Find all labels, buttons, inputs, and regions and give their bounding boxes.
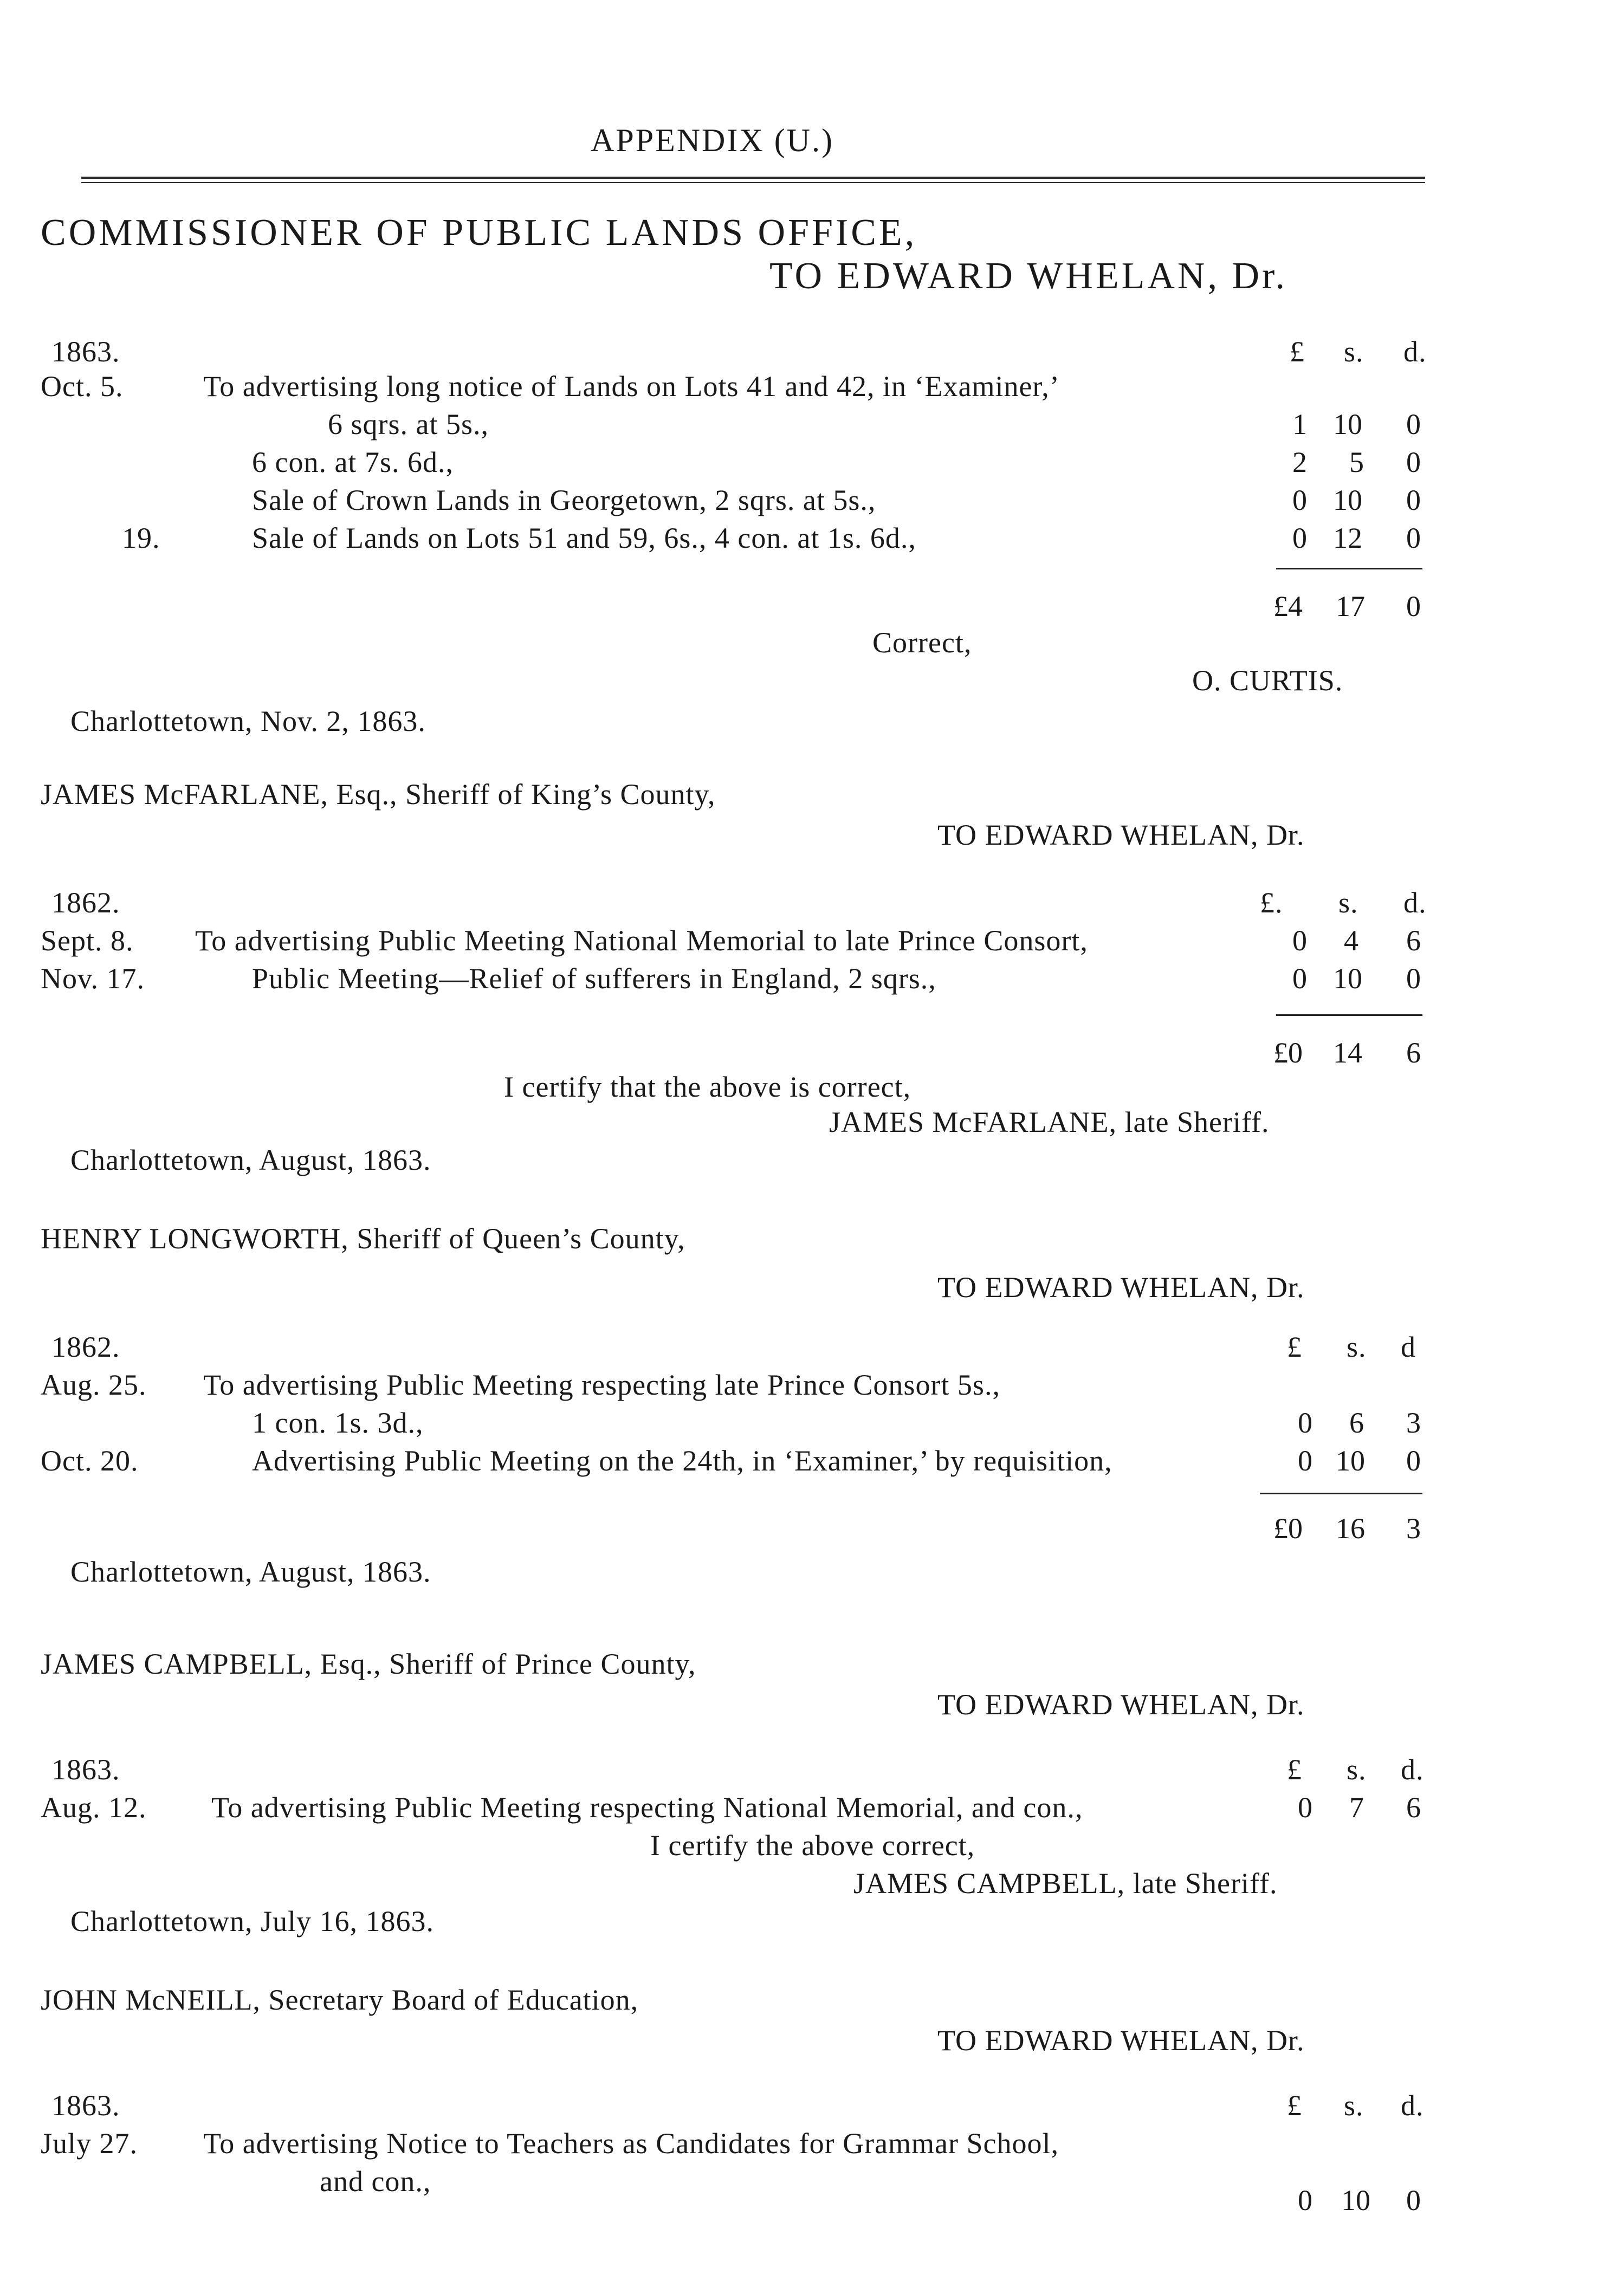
section-5-col-pounds: £ [1287,2089,1302,2122]
section-4-row-1-pence: 6 [1406,1791,1421,1824]
section-5-row-2-pence: 0 [1406,2184,1421,2217]
section-3-col-shillings: s. [1347,1331,1367,1363]
section-1-row-5-pence: 0 [1406,522,1421,554]
section-1-row-3-shillings: 5 [1349,446,1364,478]
section-2-row-2-date: Nov. 17. [41,962,145,995]
section-5-title: JOHN McNEILL, Secretary Board of Education, [41,1984,639,2016]
section-1-row-3-pounds: 2 [1292,446,1307,478]
section-3-title: HENRY LONGWORTH, Sheriff of Queen’s County, [41,1222,685,1255]
section-3-total-pounds: £0 [1273,1512,1303,1545]
section-1-certify: Correct, [872,626,972,659]
section-4-certify: I certify the above correct, [650,1829,975,1862]
section-5-year: 1863. [51,2089,120,2122]
section-2-col-pounds: £. [1260,886,1283,919]
section-1-total-pence: 0 [1406,590,1421,623]
section-3-row-1-date: Aug. 25. [41,1369,147,1401]
section-1-signature: O. CURTIS. [1192,664,1343,697]
header-rule-top [81,177,1425,179]
section-2-to: TO EDWARD WHELAN, Dr. [937,819,1305,851]
section-3-row-2-pounds: 0 [1298,1407,1312,1439]
section-3-row-2-text: 1 con. 1s. 3d., [252,1407,424,1439]
section-2-row-1-text: To advertising Public Meeting National Memorial to late Prince Consort, [195,924,1088,957]
section-3-row-3-pounds: 0 [1298,1444,1312,1477]
section-5-row-2-shillings: 10 [1341,2184,1370,2217]
section-4-signature: JAMES CAMPBELL, late Sheriff. [853,1867,1278,1900]
section-1-total-shillings: 17 [1336,590,1365,623]
section-2-row-1-shillings: 4 [1344,924,1358,957]
section-1-total-rule [1276,568,1422,569]
section-1-to: TO EDWARD WHELAN, Dr. [769,255,1287,297]
section-3-row-2-pence: 3 [1406,1407,1421,1439]
section-4-col-shillings: s. [1347,1753,1367,1786]
section-1-place-date: Charlottetown, Nov. 2, 1863. [70,705,426,737]
section-3-row-3-pence: 0 [1406,1444,1421,1477]
section-1-row-4-pence: 0 [1406,484,1421,516]
section-4-col-pence: d. [1401,1753,1424,1786]
section-2-year: 1862. [51,886,120,919]
section-4-row-1-shillings: 7 [1349,1791,1364,1824]
section-1-row-4-shillings: 10 [1333,484,1362,516]
section-1-row-4-text: Sale of Crown Lands in Georgetown, 2 sqrs. at 5s., [252,484,876,516]
section-2-total-pounds: £0 [1273,1036,1303,1069]
section-1-row-5-shillings: 12 [1333,522,1362,554]
section-5-row-1-date: July 27. [41,2127,138,2160]
section-5-row-1-text: To advertising Notice to Teachers as Candidates for Grammar School, [203,2127,1059,2160]
section-1-row-1-text: To advertising long notice of Lands on Lots 41 and 42, in ‘Examiner,’ [203,370,1060,403]
section-2-row-2-text: Public Meeting—Relief of sufferers in England, 2 sqrs., [252,962,936,995]
section-3-total-rule [1260,1493,1422,1494]
section-4-place-date: Charlottetown, July 16, 1863. [70,1905,434,1938]
section-3-place-date: Charlottetown, August, 1863. [70,1556,431,1588]
section-1-row-5-date: 19. [122,522,160,554]
section-2-row-2-pence: 0 [1406,962,1421,995]
section-2-col-pence: d. [1403,886,1427,919]
section-3-total-pence: 3 [1406,1512,1421,1545]
section-2-col-shillings: s. [1338,886,1358,919]
section-5-to: TO EDWARD WHELAN, Dr. [937,2024,1305,2057]
section-1-row-3-pence: 0 [1406,446,1421,478]
section-3-col-pence: d [1401,1331,1416,1363]
section-1-col-shillings: s. [1344,335,1364,368]
section-2-total-shillings: 14 [1333,1036,1362,1069]
section-3-col-pounds: £ [1287,1331,1302,1363]
section-4-to: TO EDWARD WHELAN, Dr. [937,1688,1305,1721]
section-1-row-2-pounds: 1 [1292,408,1307,440]
page-header: APPENDIX (U.) [591,122,834,158]
section-1-row-5-pounds: 0 [1292,522,1307,554]
section-3-year: 1862. [51,1331,120,1363]
section-3-row-1-text: To advertising Public Meeting respecting late Prince Consort 5s., [203,1369,1000,1401]
section-1-year: 1863. [51,335,120,368]
section-1-row-5-text: Sale of Lands on Lots 51 and 59, 6s., 4 con. at 1s. 6d., [252,522,916,554]
section-1-col-pounds: £ [1290,335,1305,368]
section-2-place-date: Charlottetown, August, 1863. [70,1144,431,1176]
section-2-row-2-pounds: 0 [1292,962,1307,995]
section-1-row-2-pence: 0 [1406,408,1421,440]
section-4-row-1-date: Aug. 12. [41,1791,147,1824]
section-2-signature: JAMES McFARLANE, late Sheriff. [829,1106,1270,1138]
section-2-total-pence: 6 [1406,1036,1421,1069]
section-1-row-1-date: Oct. 5. [41,370,124,403]
section-3-to: TO EDWARD WHELAN, Dr. [937,1271,1305,1304]
section-4-year: 1863. [51,1753,120,1786]
header-rule-bottom [81,182,1425,183]
section-4-row-1-text: To advertising Public Meeting respecting National Memorial, and con., [211,1791,1083,1824]
section-2-row-1-pounds: 0 [1292,924,1307,957]
section-2-title: JAMES McFARLANE, Esq., Sheriff of King’s County, [41,778,716,811]
section-2-certify: I certify that the above is correct, [504,1071,911,1103]
section-2-row-1-date: Sept. 8. [41,924,134,957]
section-2-total-rule [1276,1014,1422,1016]
section-3-row-3-text: Advertising Public Meeting on the 24th, in ‘Examiner,’ by requisition, [252,1444,1112,1477]
section-4-title: JAMES CAMPBELL, Esq., Sheriff of Prince County, [41,1648,696,1680]
section-3-row-2-shillings: 6 [1349,1407,1364,1439]
section-5-row-2-pounds: 0 [1298,2184,1312,2217]
section-1-total-pounds: £4 [1273,590,1303,623]
section-2-row-2-shillings: 10 [1333,962,1362,995]
section-5-col-pence: d. [1401,2089,1424,2122]
section-4-col-pounds: £ [1287,1753,1302,1786]
section-5-row-2-text: and con., [320,2165,431,2198]
section-1-row-3-text: 6 con. at 7s. 6d., [252,446,454,478]
section-1-title: COMMISSIONER OF PUBLIC LANDS OFFICE, [41,212,917,254]
section-1-row-2-text: 6 sqrs. at 5s., [328,408,489,440]
section-5-col-shillings: s. [1344,2089,1364,2122]
section-3-total-shillings: 16 [1336,1512,1365,1545]
section-3-row-3-date: Oct. 20. [41,1444,139,1477]
section-2-row-1-pence: 6 [1406,924,1421,957]
section-1-row-4-pounds: 0 [1292,484,1307,516]
section-1-row-2-shillings: 10 [1333,408,1362,440]
section-3-row-3-shillings: 10 [1336,1444,1365,1477]
section-1-col-pence: d. [1403,335,1427,368]
section-4-row-1-pounds: 0 [1298,1791,1312,1824]
